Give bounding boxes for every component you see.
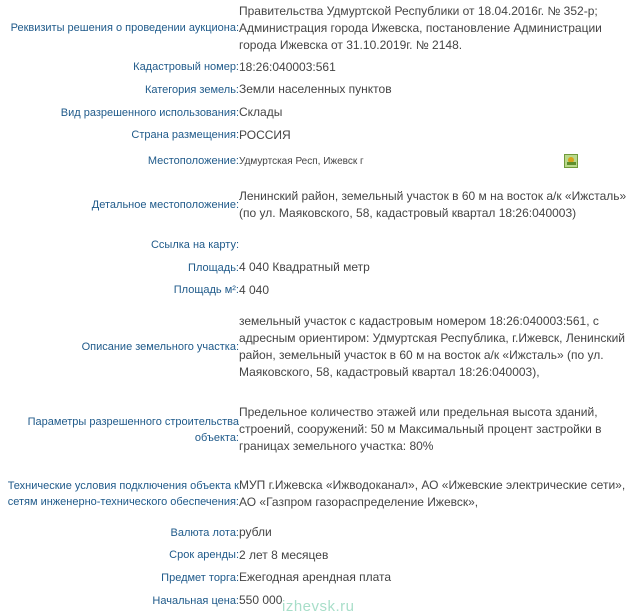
row-value: Земли населенных пунктов [239,82,392,96]
row-permitted-use [0,101,630,124]
row-cadastral-number [0,56,630,78]
row-value: 18:26:040003:561 [239,59,336,74]
row-value: Удмуртская Респ, Ижевск г [239,155,364,167]
row-label: Страна размещения: [131,129,239,141]
row-value: Предельное количество этажей или предельная высота зданий, строений, сооружений: 50 м Максимальный процент застройки в границах земельного участка: 80% [239,405,602,453]
site-watermark: izhevsk.ru [282,598,355,615]
map-icon[interactable] [564,154,578,168]
row-label: Срок аренды: [169,549,239,561]
row-label: Реквизиты решения о проведении аукциона: [10,22,239,34]
row-label: Предмет торга: [161,571,239,584]
row-trade-subject [0,566,630,589]
row-value: 4 040 Квадратный метр [239,260,370,274]
row-value: Ежегодная арендная плата [239,570,392,584]
row-value: рубли [239,525,272,539]
row-value: МУП г.Ижевска «Ижводоканал», АО «Ижевские электрические сети», АО «Газпром газораспределение Ижевск», [239,477,626,509]
row-label: Ссылка на карту: [150,239,239,251]
row-label: Описание земельного участка: [81,341,239,353]
row-land-category [0,78,630,101]
row-area-m2 [0,279,630,301]
row-value: Ленинский район, земельный участок в 60 м на восток а/к «Ижсталь» (по ул. Маяковского, 58, кадастровый квартал 18:26:040003) [239,189,627,220]
row-label: Категория земель: [144,83,239,96]
row-value: земельный участок с кадастровым номером 18:26:040003:561, с адресным ориентиром: Удмуртская Республика, г.Ижевск, Ленинский район, земельный участок в 60 м на восток а/к «Ижсталь» (по ул. Маяковского, 58, кадастровый квартал 18:26:040003), [239,314,625,379]
row-auction-decision [0,0,630,56]
row-area [0,256,630,279]
row-map-link [0,234,630,256]
row-value: Склады [239,105,283,119]
row-construction-params [0,393,630,466]
row-label: Параметры разрешенного строительства объекта: [27,415,239,444]
row-label: Технические условия подключения объекта к сетям инженерно-технического обеспечения: [7,479,239,508]
row-label: Местоположение: [147,155,239,167]
row-label: Валюта лота: [170,526,239,539]
row-technical-conditions [0,466,630,521]
row-value: 550 000 [239,593,283,607]
row-location [0,146,630,176]
row-country [0,124,630,146]
row-label: Начальная цена: [152,594,239,607]
row-currency [0,521,630,544]
row-detailed-location [0,176,630,234]
row-value: РОССИЯ [239,127,291,142]
row-label: Вид разрешенного использования: [60,106,239,119]
row-lease-term [0,544,630,566]
row-label: Кадастровый номер: [133,61,239,73]
row-value [239,234,630,256]
row-value: 2 лет 8 месяцев [239,547,329,562]
row-label: Детальное местоположение: [91,199,239,211]
row-label: Площадь м²: [173,284,239,296]
row-land-description [0,301,630,393]
row-value: 4 040 [239,282,270,297]
row-label: Площадь: [188,261,239,274]
row-value: Правительства Удмуртской Республики от 18.04.2016г. № 352-р; Администрация города Ижевска, постановление Администрации города Ижевска от 31.10.2019г. № 2148. [239,3,602,52]
